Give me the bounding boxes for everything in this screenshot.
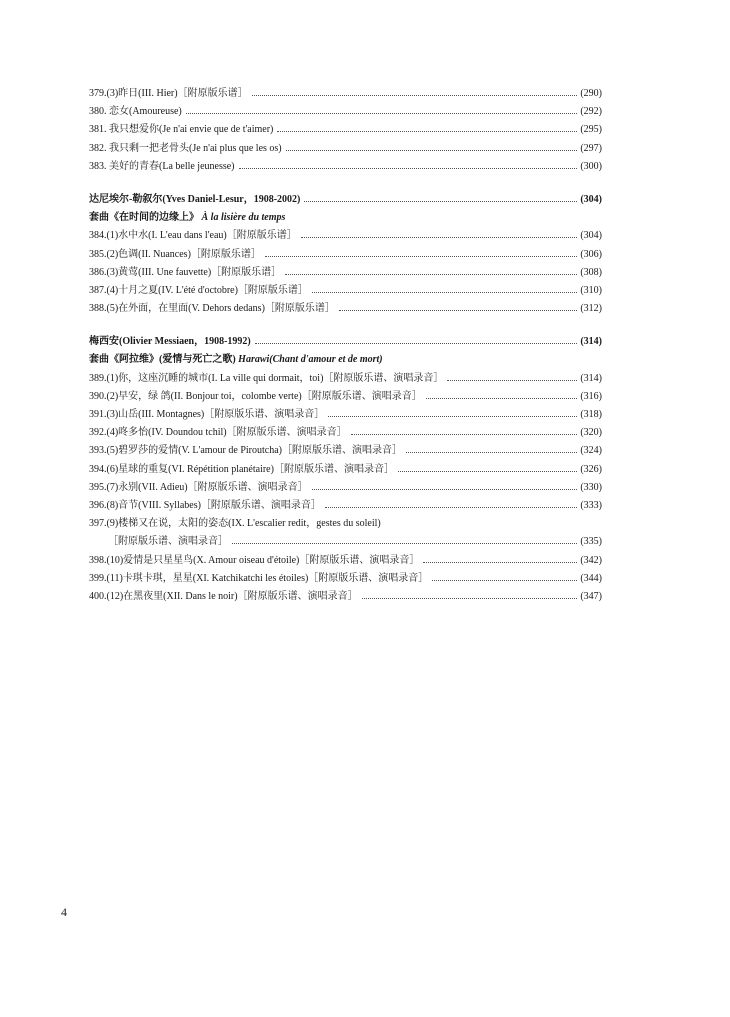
entry-title: 390.(2)早安，绿 鸽(II. Bonjour toi，colombe verte)［附原版乐谱、演唱录音］ — [89, 390, 422, 402]
dot-leader — [252, 95, 578, 96]
suite-title — [89, 208, 602, 226]
toc-entry — [89, 551, 602, 569]
entry-title: 395.(7)永别(VII. Adieu)［附原版乐谱、演唱录音］ — [89, 481, 308, 493]
composer-name: 梅西安(Olivier Messiaen，1908-1992) — [89, 336, 251, 348]
dot-leader — [325, 507, 577, 508]
entry-page: (308) — [580, 266, 602, 278]
dot-leader — [432, 580, 577, 581]
entry-title: 397.(9)楼梯又在说，太阳的姿态(IX. L'escalier redit，gestes du soleil) — [89, 518, 381, 530]
toc-entry — [89, 423, 602, 441]
toc-entry — [89, 299, 602, 317]
entry-page: (297) — [580, 142, 602, 154]
entry-title: 388.(5)在外面，在里面(V. Dehors dedans)［附原版乐谱］ — [89, 303, 335, 315]
entry-page: (330) — [580, 481, 602, 493]
entry-page: (310) — [580, 284, 602, 296]
entry-title: 392.(4)咚多怡(IV. Doundou tchil)［附原版乐谱、演唱录音］ — [89, 427, 347, 439]
dot-leader — [312, 489, 578, 490]
toc-entry — [89, 496, 602, 514]
dot-leader — [447, 380, 577, 381]
entry-title: 380. 恋女(Amoureuse) — [89, 106, 182, 118]
entry-page: (347) — [580, 590, 602, 602]
dot-leader — [186, 113, 578, 114]
dot-leader — [304, 201, 577, 202]
toc-entry — [89, 263, 602, 281]
dot-leader — [285, 274, 577, 275]
dot-leader — [265, 256, 577, 257]
dot-leader — [301, 237, 578, 238]
toc-group-daniel-lesur — [89, 190, 602, 317]
entry-page: (324) — [580, 445, 602, 457]
entry-title: 387.(4)十月之夏(IV. L'été d'octobre)［附原版乐谱］ — [89, 284, 308, 296]
entry-page: (300) — [580, 160, 602, 172]
toc-entry — [89, 514, 602, 532]
dot-leader — [351, 434, 578, 435]
dot-leader — [398, 471, 577, 472]
entry-title: 383. 美好的青春(La belle jeunesse) — [89, 160, 235, 172]
entry-title: 391.(3)山岳(III. Montagnes)［附原版乐谱、演唱录音］ — [89, 409, 325, 420]
dot-leader — [277, 131, 577, 132]
suite-title-fr: Harawi(Chant d'amour et de mort) — [238, 354, 383, 366]
dot-leader — [423, 562, 577, 563]
entry-title: 389.(1)你，这座沉睡的城市(I. La ville qui dormait，toi)［附原版乐谱、演唱录音］ — [89, 372, 444, 384]
entry-page: (326) — [580, 463, 602, 475]
entry-page: (316) — [580, 390, 602, 402]
dot-leader — [426, 398, 578, 399]
toc-entry — [89, 369, 602, 387]
entry-title: 400.(12)在黑夜里(XII. Dans le noir)［附原版乐谱、演唱录音］ — [89, 590, 358, 602]
entry-page: (335) — [580, 536, 602, 548]
entry-page: (306) — [580, 248, 602, 260]
entry-page: (342) — [580, 554, 602, 566]
toc-entry — [89, 569, 602, 587]
table-of-contents — [89, 84, 602, 605]
suite-title-cn: 套曲《在时间的边缘上》 — [89, 212, 199, 224]
entry-title: 386.(3)黄莺(III. Une fauvette)［附原版乐谱］ — [89, 266, 282, 278]
toc-entry — [89, 139, 602, 157]
toc-entry — [89, 84, 602, 102]
entry-title: 384.(1)水中水(I. L'eau dans l'eau)［附原版乐谱］ — [89, 230, 297, 242]
toc-entry-continuation — [89, 532, 602, 550]
entry-title: 385.(2)色调(II. Nuances)［附原版乐谱］ — [89, 248, 261, 260]
dot-leader — [232, 543, 577, 544]
entry-page: (344) — [580, 572, 602, 584]
toc-entry — [89, 281, 602, 299]
entry-page: (304) — [580, 230, 602, 242]
toc-entry — [89, 387, 602, 405]
composer-page: (314) — [580, 336, 602, 348]
composer-heading — [89, 332, 602, 350]
dot-leader — [339, 310, 577, 311]
entry-title: 396.(8)音节(VIII. Syllabes)［附原版乐谱、演唱录音］ — [89, 499, 321, 511]
entry-title-continuation: ［附原版乐谱、演唱录音］ — [108, 536, 228, 548]
suite-title — [89, 350, 602, 368]
entry-title: 382. 我只剩一把老骨头(Je n'ai plus que les os) — [89, 142, 282, 154]
toc-entry — [89, 120, 602, 138]
entry-page: (312) — [580, 303, 602, 315]
toc-entry — [89, 460, 602, 478]
section-gap — [89, 317, 602, 332]
section-gap — [89, 175, 602, 190]
suite-title-cn: 套曲《阿拉维》(爱情与死亡之歌) — [89, 354, 236, 366]
entry-title: 381. 我只想爱你(Je n'ai envie que de t'aimer) — [89, 124, 274, 136]
entry-page: (333) — [580, 499, 602, 511]
entry-title: 379.(3)昨日(III. Hier)［附原版乐谱］ — [89, 88, 248, 99]
entry-page: (318) — [580, 409, 602, 420]
toc-entry — [89, 157, 602, 175]
entry-title: 398.(10)爱情是只星星鸟(X. Amour oiseau d'étoile)［附原版乐谱、演唱录音］ — [89, 554, 420, 566]
dot-leader — [406, 452, 577, 453]
composer-heading — [89, 190, 602, 208]
toc-entry — [89, 441, 602, 459]
page-number: 4 — [61, 905, 67, 919]
dot-leader — [239, 168, 578, 169]
composer-page: (304) — [580, 193, 602, 205]
entry-page: (290) — [580, 88, 602, 99]
toc-entry — [89, 226, 602, 244]
entry-title: 399.(11)卡琪卡琪，星星(XI. Katchikatchi les étoiles)［附原版乐谱、演唱录音］ — [89, 572, 429, 584]
dot-leader — [362, 598, 578, 599]
dot-leader — [312, 292, 577, 293]
entry-title: 393.(5)碧罗莎的爱情(V. L'amour de Piroutcha)［附原版乐谱、演唱录音］ — [89, 445, 402, 457]
toc-entry — [89, 102, 602, 120]
entry-page: (292) — [580, 106, 602, 118]
entry-page: (314) — [580, 372, 602, 384]
dot-leader — [286, 150, 578, 151]
toc-entry — [89, 478, 602, 496]
suite-title-fr: À la lisière du temps — [201, 212, 286, 224]
toc-group-messiaen — [89, 332, 602, 605]
toc-entry — [89, 245, 602, 263]
entry-page: (295) — [580, 124, 602, 136]
dot-leader — [255, 343, 578, 344]
toc-entry — [89, 405, 602, 423]
toc-entry — [89, 587, 602, 605]
composer-name: 达尼埃尔-勒叙尔(Yves Daniel-Lesur，1908-2002) — [89, 193, 301, 205]
entry-title: 394.(6)星球的重复(VI. Répétition planétaire)［附原版乐谱、演唱录音］ — [89, 463, 394, 475]
toc-group-amoureuse — [89, 84, 602, 175]
entry-page: (320) — [580, 427, 602, 439]
dot-leader — [328, 416, 577, 417]
